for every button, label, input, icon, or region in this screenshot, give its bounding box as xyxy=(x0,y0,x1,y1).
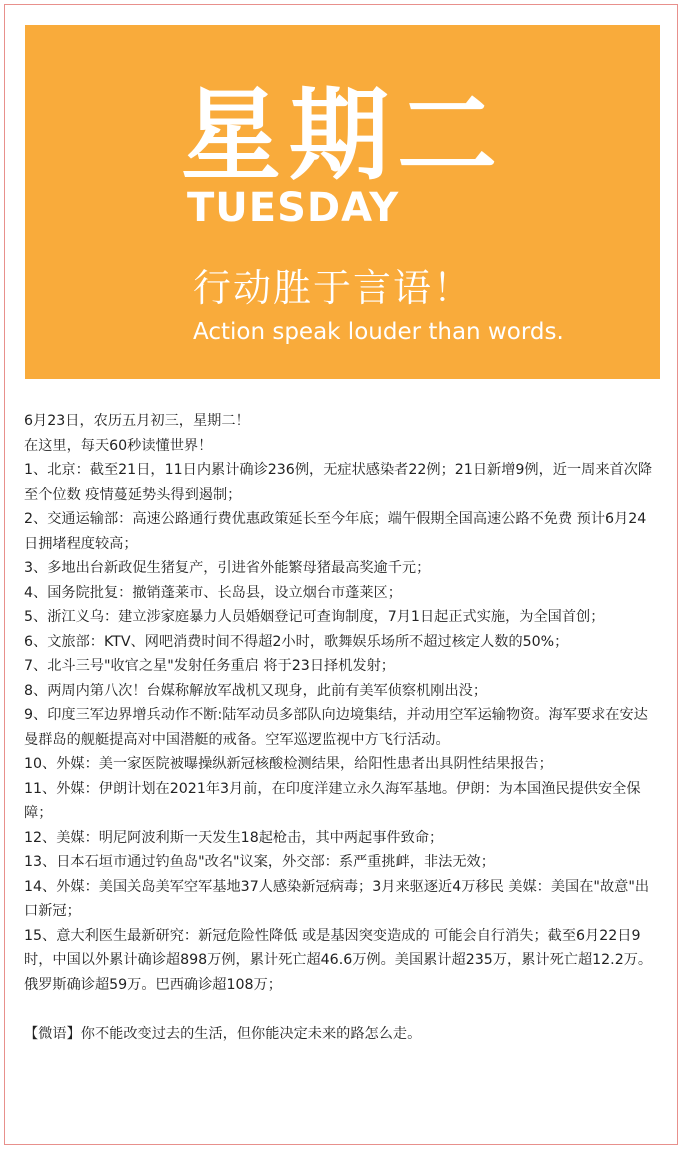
banner-day-chinese: 星期二 xyxy=(181,77,505,194)
news-item: 3、多地出台新政促生猪复产，引进省外能繁母猪最高奖逾千元； xyxy=(24,560,431,576)
news-item: 8、两周内第八次！台媒称解放军战机又现身，此前有美军侦察机刚出没； xyxy=(24,682,488,699)
news-item: 10、外媒：美一家医院被曝操纵新冠核酸检测结果，给阳性患者出具阴性结果报告； xyxy=(24,756,553,772)
news-item: 2、交通运输部：高速公路通行费优惠政策延长至今年底；端午假期全国高速公路不免费 预计6月24日拥堵程度较高； xyxy=(24,511,647,552)
news-content xyxy=(24,409,658,1046)
news-item: 9、印度三军边界增兵动作不断:陆军动员多部队向边境集结，并动用空军运输物资。海军要求在安达曼群岛的舰艇提高对中国潜艇的戒备。空军巡逻监视中方飞行活动。 xyxy=(24,707,648,748)
banner-slogan-chinese: 行动胜于言语！ xyxy=(193,266,474,310)
news-item: 5、浙江义乌：建立涉家庭暴力人员婚姻登记可查询制度，7月1日起正式实施，为全国首创； xyxy=(24,609,605,625)
banner-slogan-english: Action speak louder than words. xyxy=(193,319,564,345)
news-item: 7、北斗三号"收官之星"发射任务重启 将于23日择机发射； xyxy=(24,658,395,674)
spacer xyxy=(24,997,658,1022)
news-item: 12、美媒：明尼阿波利斯一天发生18起枪击，其中两起事件致命； xyxy=(24,829,444,846)
news-item: 4、国务院批复：撤销蓬莱市、长岛县，设立烟台市蓬莱区； xyxy=(24,584,402,601)
tagline: 在这里，每天60秒读懂世界！ xyxy=(24,437,213,454)
news-item: 1、北京：截至21日，11日内累计确诊236例，无症状感染者22例；21日新增9例，近一周来首次降至个位数 疫情蔓延势头得到遏制； xyxy=(24,462,653,503)
news-item: 15、意大利医生最新研究：新冠危险性降低 或是基因突变造成的 可能会自行消失；截至6月22日9时，中国以外累计确诊超898万例，累计死亡超46.6万例。美国累计超235万，累计死亡超12.2万。俄罗斯确诊超59万。巴西确诊超108万； xyxy=(24,927,653,993)
news-item: 6、文旅部：KTV、网吧消费时间不得超2小时，歌舞娱乐场所不超过核定人数的50%； xyxy=(24,633,569,650)
date-line: 6月23日，农历五月初三，星期二！ xyxy=(24,413,250,429)
banner-day-english: TUESDAY xyxy=(187,185,400,231)
daily-quote: 【微语】你不能改变过去的生活，但你能决定未来的路怎么走。 xyxy=(24,1025,422,1042)
news-item: 13、日本石垣市通过钓鱼岛"改名"议案，外交部：系严重挑衅，非法无效； xyxy=(24,854,495,870)
header-banner xyxy=(25,25,660,379)
news-item: 11、外媒：伊朗计划在2021年3月前，在印度洋建立永久海军基地。伊朗：为本国渔民提供安全保障； xyxy=(24,780,641,821)
news-item: 14、外媒：美国关岛美军空军基地37人感染新冠病毒；3月来驱逐近4万移民 美媒：美国在"故意"出口新冠； xyxy=(24,878,650,919)
